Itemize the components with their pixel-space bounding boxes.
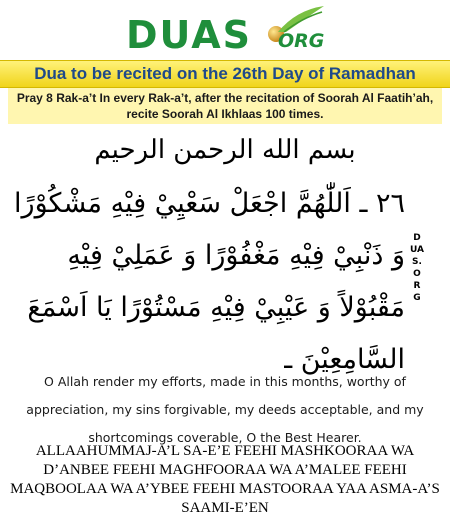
logo-suffix: ORG <box>278 30 325 52</box>
transliteration-text: ALLAAHUMMAJ-A’L SA-E’E FEEHI MASHKOORAA WA D’ANBEE FEEHI MAGHFOORAA WA A’MALEE FEEHI MAQBOOLAA WA A’YBEE FEEHI MASTOORAA YAA ASMA-A’S SAAMI-E’EN <box>10 443 440 516</box>
site-header <box>0 0 450 60</box>
instructions-text: Pray 8 Rak-a’t In every Rak-a’t, after the recitation of Soorah Al Faatih’ah, recite Soorah Al Ikhlaas 100 times. <box>8 88 442 124</box>
bismillah-text: بسم الله الرحمن الرحيم <box>94 135 356 165</box>
leaf-swoosh-icon <box>276 4 326 34</box>
arabic-dua-text: ٢٦ ـ اَللّٰهُمَّ اجْعَلْ سَعْيِيْ فِيْهِ مَشْكُوْرًا وَ ذَنْبِيْ فِيْهِ مَغْفُوْرًا وَ عَمَلِيْ فِيْهِ مَقْبُوْلاً وَ عَيْبِيْ فِيْهِ مَسْتُوْرًا يَا اَسْمَعَ السَّامِعِيْنَ ـ <box>14 188 405 375</box>
translation-text: O Allah render my efforts, made in this months, worthy of appreciation, my sins forgivable, my deeds acceptable, and my shortcomings coverable, O the Best Hearer. <box>26 374 424 445</box>
side-watermark: DUAS.ORG <box>410 233 424 303</box>
page-title: Dua to be recited on the 26th Day of Ramadhan <box>0 60 450 88</box>
logo-text: DUAS <box>126 13 253 57</box>
site-logo[interactable] <box>126 4 326 56</box>
